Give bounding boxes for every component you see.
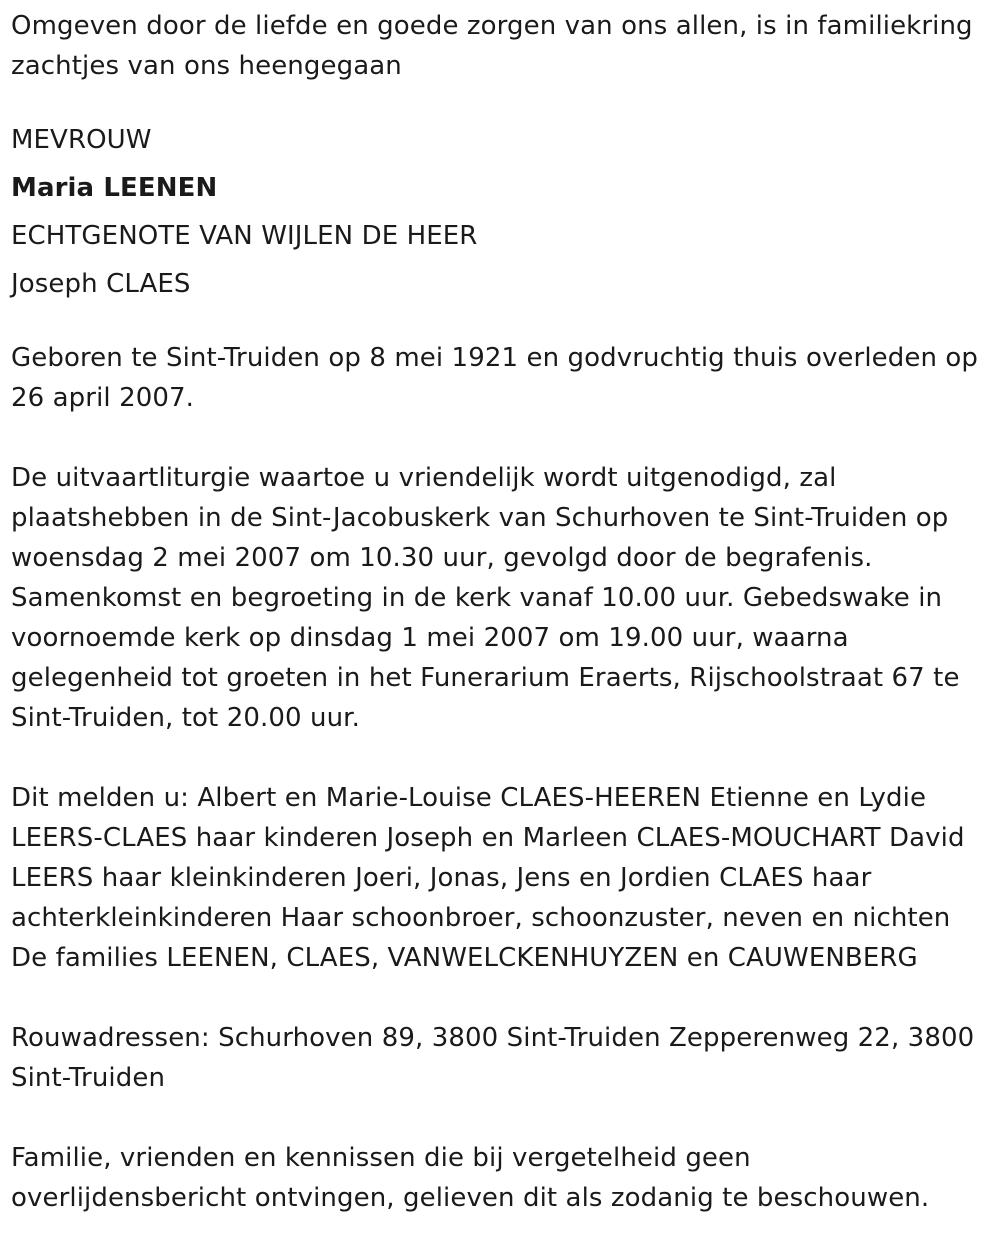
addresses-paragraph: Rouwadressen: Schurhoven 89, 3800 Sint-Truiden Zepperenweg 22, 3800 Sint-Truiden — [11, 1023, 975, 1093]
spacer — [11, 978, 991, 1018]
deceased-title: MEVROUW — [11, 125, 152, 155]
spacer — [11, 738, 991, 778]
spacer — [11, 418, 991, 458]
funeral-paragraph: De uitvaartliturgie waartoe u vriendelijk wordt uitgenodigd, zal plaatshebben in de Sint-Jacobuskerk van Schurhoven te Sint-Truiden op woensdag 2 mei 2007 om 10.30 uur, gevolgd door de begrafenis. Samenkomst en begroeting in de kerk vanaf 10.00 uur. Gebedswake in voornoemde kerk op dinsdag 1 mei 2007 om 19.00 uur, waarna gelegenheid tot groeten in het Funerarium Eraerts, Rijschoolstraat 67 te Sint-Truiden, tot 20.00 uur. — [11, 463, 960, 733]
intro-paragraph: Omgeven door de liefde en goede zorgen van ons allen, is in familiekring zachtjes van ons heengegaan — [11, 11, 973, 81]
spacer — [11, 1098, 991, 1138]
birth-death-paragraph: Geboren te Sint-Truiden op 8 mei 1921 en godvruchtig thuis overleden op 26 april 2007. — [11, 343, 978, 413]
closing-paragraph: Familie, vrienden en kennissen die bij vergetelheid geen overlijdensbericht ontvingen, gelieven dit als zodanig te beschouwen. — [11, 1143, 930, 1213]
spacer — [11, 308, 991, 338]
obituary-document — [11, 6, 991, 1218]
deceased-relation: ECHTGENOTE VAN WIJLEN DE HEER — [11, 221, 478, 251]
spouse-name: Joseph CLAES — [11, 269, 191, 299]
spacer — [11, 86, 991, 116]
deceased-name: Maria LEENEN — [11, 173, 218, 203]
announcement-paragraph: Dit melden u: Albert en Marie-Louise CLAES-HEEREN Etienne en Lydie LEERS-CLAES haar kinderen Joseph en Marleen CLAES-MOUCHART David LEERS haar kleinkinderen Joeri, Jonas, Jens en Jordien CLAES haar achterkleinkinderen Haar schoonbroer, schoonzuster, neven en nichten De families LEENEN, CLAES, VANWELCKENHUYZEN en CAUWENBERG — [11, 783, 965, 973]
deceased-block — [11, 116, 991, 308]
